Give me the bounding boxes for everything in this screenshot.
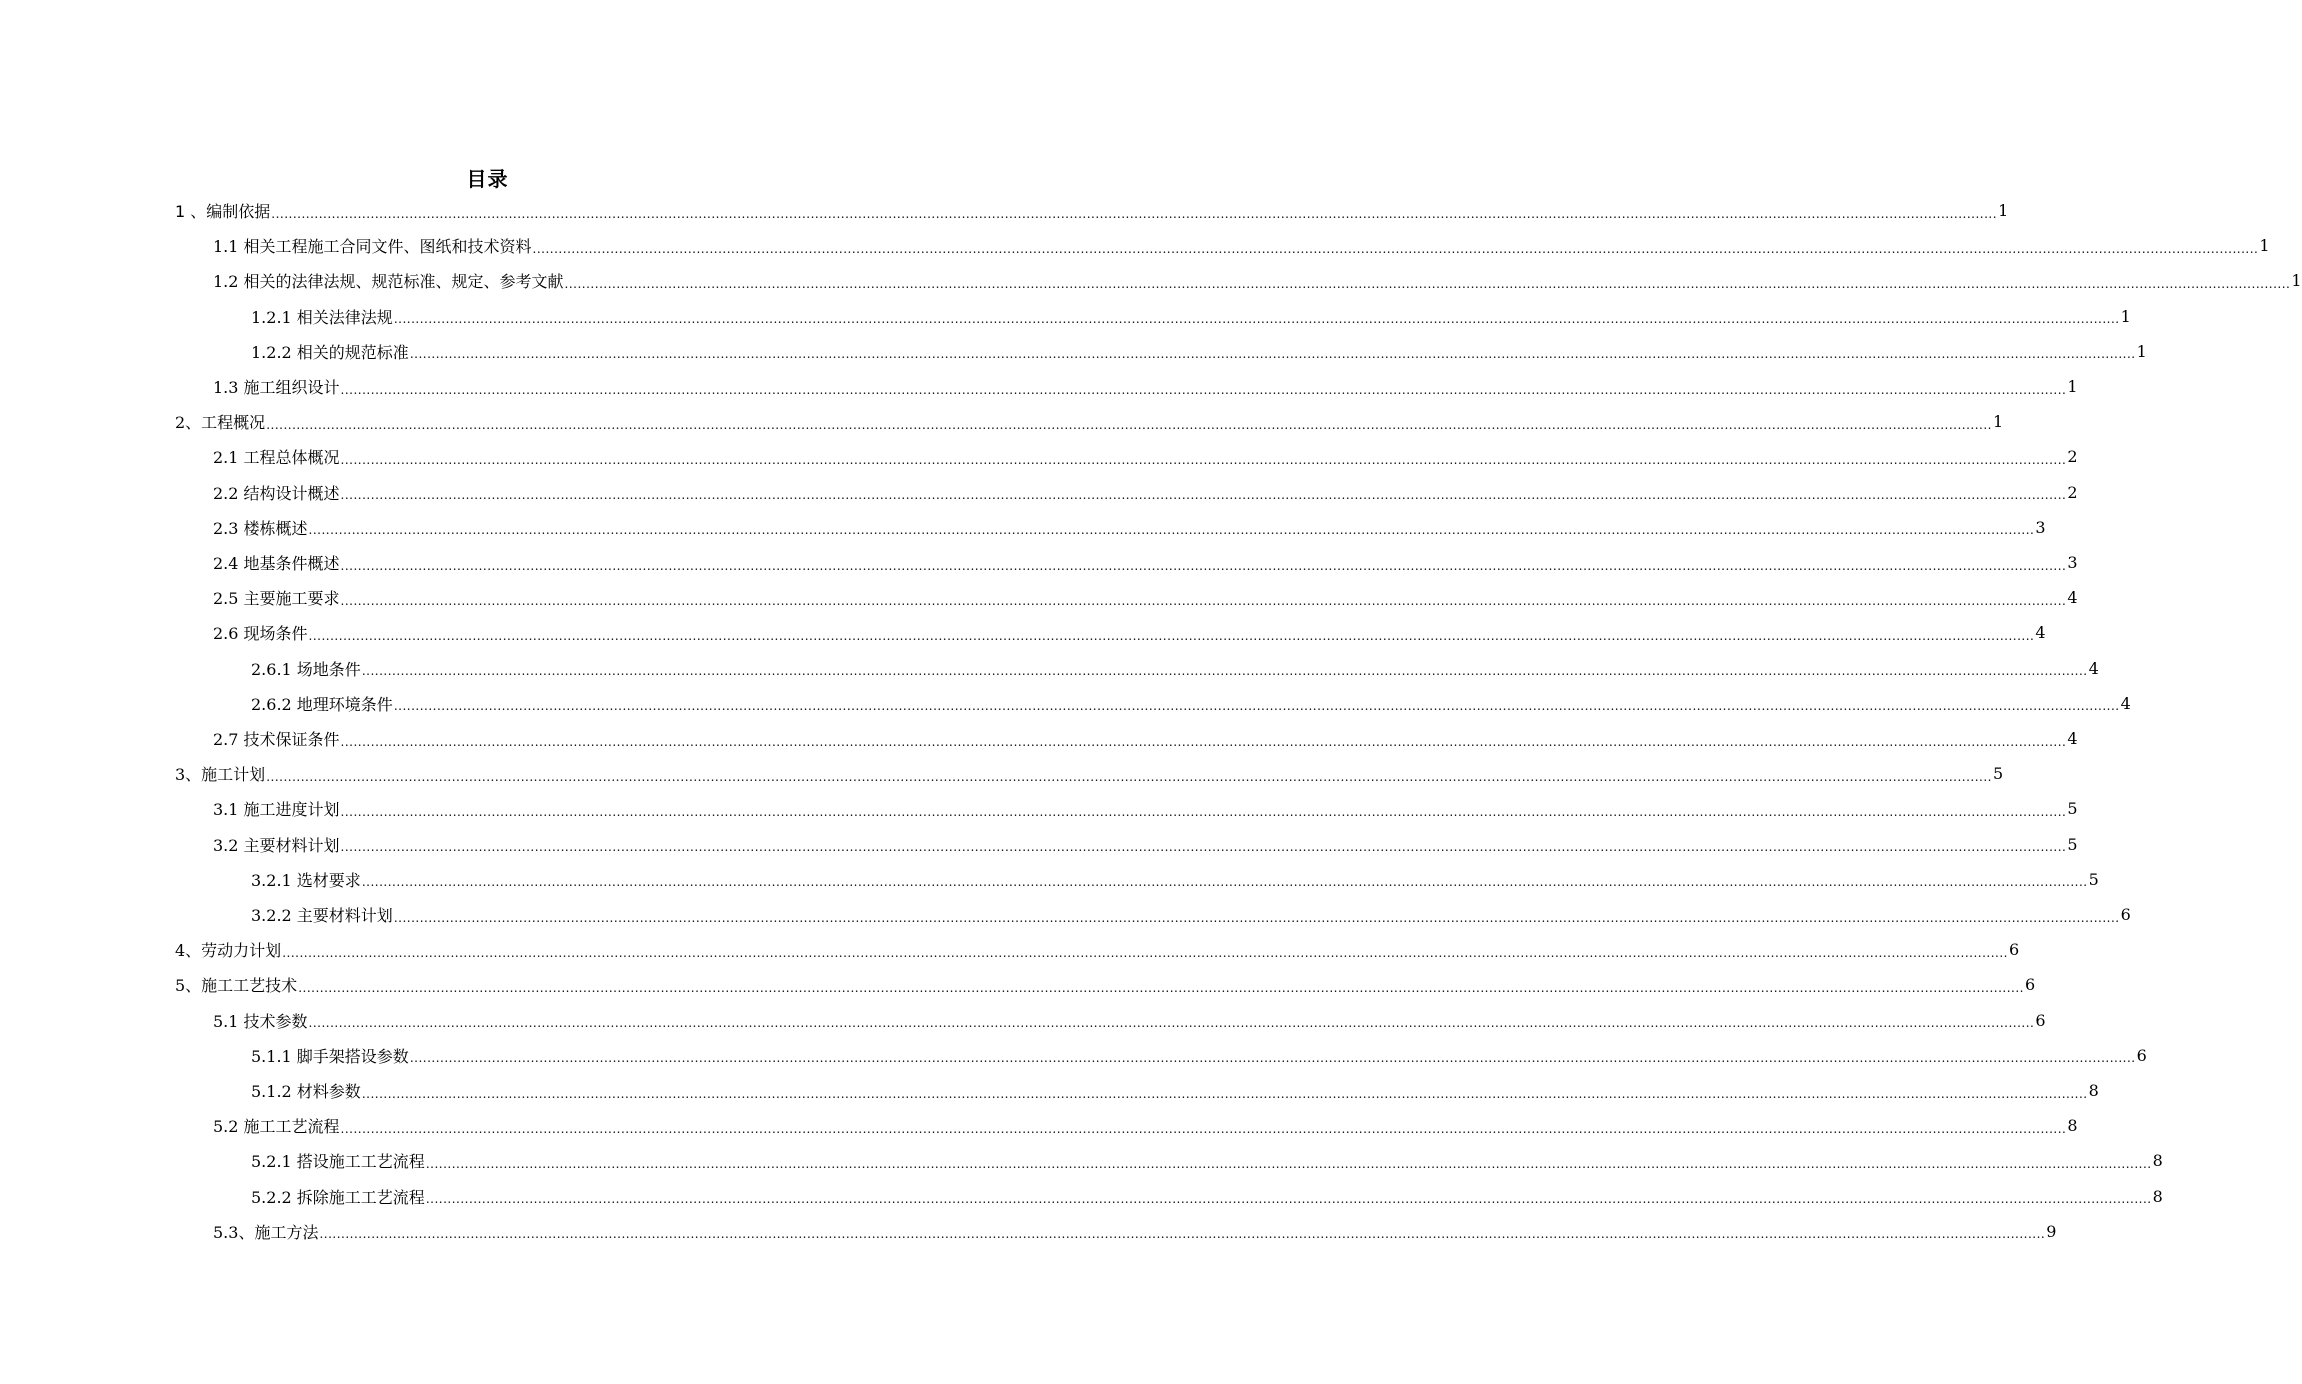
toc-entry[interactable] <box>213 439 2078 474</box>
toc-entry[interactable] <box>251 299 2131 334</box>
toc-dot-leader: ................................................................................................................................................................................................................................................................................................................................................................................................................ <box>425 1192 2152 1207</box>
toc-entry[interactable] <box>213 1108 2078 1143</box>
toc-entry[interactable] <box>175 193 2009 228</box>
toc-dot-leader: ................................................................................................................................................................................................................................................................................................................................................................................................................ <box>282 945 2008 960</box>
toc-entry-text: 3.2.2 主要材料计划 <box>251 906 393 925</box>
toc-entry[interactable] <box>175 404 2004 439</box>
toc-title: 目录 <box>466 167 509 191</box>
toc-entry-text: 5.3、施工方法 <box>213 1222 319 1242</box>
toc-entry-text: 5、施工工艺技术 <box>175 976 298 996</box>
toc-entry-text: 5.1 技术参数 <box>213 1011 308 1031</box>
toc-dot-leader: ................................................................................................................................................................................................................................................................................................................................................................................................................ <box>308 523 2035 538</box>
toc-page-number: 6 <box>2008 940 2020 960</box>
toc-entry-text: 1 、编制依据 <box>175 202 271 221</box>
toc-dot-leader: ................................................................................................................................................................................................................................................................................................................................................................................................................ <box>361 1086 2088 1101</box>
toc-dot-leader: ................................................................................................................................................................................................................................................................................................................................................................................................................ <box>393 699 2120 714</box>
toc-page-number: 8 <box>2088 1081 2099 1100</box>
toc-entry-text: 2.4 地基条件概述 <box>213 554 340 573</box>
toc-entry[interactable] <box>175 967 2036 1002</box>
toc-page-number: 4 <box>2067 588 2078 608</box>
toc-page-number: 5 <box>1992 764 2004 784</box>
toc-dot-leader: ................................................................................................................................................................................................................................................................................................................................................................................................................ <box>340 593 2067 608</box>
toc-entry[interactable] <box>213 1214 2057 1249</box>
toc-page-number: 6 <box>2035 1010 2046 1030</box>
toc-dot-leader: ................................................................................................................................................................................................................................................................................................................................................................................................................ <box>319 1227 2046 1242</box>
toc-page-number: 4 <box>2035 623 2046 643</box>
toc-dot-leader: ................................................................................................................................................................................................................................................................................................................................................................................................................ <box>361 664 2088 679</box>
toc-entry[interactable] <box>213 827 2078 862</box>
toc-entry-text: 2.6.1 场地条件 <box>251 659 361 679</box>
toc-dot-leader: ................................................................................................................................................................................................................................................................................................................................................................................................................ <box>308 628 2035 643</box>
toc-entry-text: 3、施工计划 <box>175 765 266 785</box>
toc-dot-leader: ................................................................................................................................................................................................................................................................................................................................................................................................................ <box>266 769 1992 784</box>
toc-dot-leader: ................................................................................................................................................................................................................................................................................................................................................................................................................ <box>340 488 2067 503</box>
toc-entry[interactable] <box>213 475 2078 510</box>
toc-page-number: 4 <box>2067 729 2078 748</box>
toc-entry[interactable] <box>213 228 2270 263</box>
toc-page-number: 8 <box>2152 1151 2163 1171</box>
toc-dot-leader: ................................................................................................................................................................................................................................................................................................................................................................................................................ <box>564 276 2291 291</box>
toc-entry[interactable] <box>251 686 2131 721</box>
toc-dot-leader: ................................................................................................................................................................................................................................................................................................................................................................................................................ <box>340 804 2067 819</box>
toc-dot-leader: ................................................................................................................................................................................................................................................................................................................................................................................................................ <box>340 1121 2067 1136</box>
toc-entry[interactable] <box>213 721 2078 756</box>
toc-entry[interactable] <box>251 651 2099 686</box>
toc-entry-text: 5.2.1 搭设施工工艺流程 <box>251 1152 425 1172</box>
toc-dot-leader: ................................................................................................................................................................................................................................................................................................................................................................................................................ <box>409 347 2136 362</box>
toc-dot-leader: ................................................................................................................................................................................................................................................................................................................................................................................................................ <box>361 875 2088 890</box>
toc-page-number: 3 <box>2035 517 2046 537</box>
toc-entry-text: 5.1.1 脚手架搭设参数 <box>251 1046 409 1066</box>
toc-dot-leader: ................................................................................................................................................................................................................................................................................................................................................................................................................ <box>532 241 2259 256</box>
toc-dot-leader: ................................................................................................................................................................................................................................................................................................................................................................................................................ <box>340 558 2067 573</box>
toc-entry[interactable] <box>251 897 2131 932</box>
toc-entry-text: 2、工程概况 <box>175 413 266 433</box>
toc-entry-text: 5.2 施工工艺流程 <box>213 1117 340 1137</box>
toc-entry-text: 3.1 施工进度计划 <box>213 800 340 820</box>
toc-page-number: 1 <box>2136 341 2147 361</box>
toc-entry-text: 2.7 技术保证条件 <box>213 730 340 749</box>
toc-page-number: 1 <box>1998 201 2009 220</box>
toc-dot-leader: ................................................................................................................................................................................................................................................................................................................................................................................................................ <box>393 910 2120 925</box>
toc-entry-text: 1.1 相关工程施工合同文件、图纸和技术资料 <box>213 237 532 257</box>
toc-entry-text: 5.1.2 材料参数 <box>251 1082 361 1101</box>
toc-entry-text: 2.2 结构设计概述 <box>213 483 340 503</box>
toc-entry-text: 2.6.2 地理环境条件 <box>251 694 393 714</box>
toc-page-number: 9 <box>2046 1221 2057 1241</box>
toc-page-number: 4 <box>2120 693 2131 713</box>
toc-entry-text: 5.2.2 拆除施工工艺流程 <box>251 1187 425 1207</box>
toc-page-number: 1 <box>2291 271 2302 291</box>
toc-page-number: 8 <box>2152 1186 2163 1206</box>
toc-dot-leader: ................................................................................................................................................................................................................................................................................................................................................................................................................ <box>266 417 1992 432</box>
toc-entry[interactable] <box>251 1038 2147 1073</box>
toc-page-number: 6 <box>2120 905 2131 924</box>
toc-page-number: 3 <box>2067 553 2078 572</box>
toc-page-number: 5 <box>2088 869 2099 889</box>
toc-entry-text: 3.2 主要材料计划 <box>213 835 340 855</box>
toc-entry[interactable] <box>175 932 2020 967</box>
toc-entry[interactable] <box>175 756 2004 791</box>
toc-page-number: 6 <box>2136 1045 2147 1065</box>
toc-page-number: 2 <box>2067 482 2078 502</box>
toc-dot-leader: ................................................................................................................................................................................................................................................................................................................................................................................................................ <box>271 206 1998 221</box>
toc-entry[interactable] <box>251 862 2099 897</box>
toc-entry[interactable] <box>213 580 2078 615</box>
toc-entry-text: 2.5 主要施工要求 <box>213 589 340 609</box>
toc-entry-text: 3.2.1 选材要求 <box>251 870 361 890</box>
toc-entry[interactable] <box>251 1143 2163 1178</box>
toc-page-number: 2 <box>2067 447 2078 467</box>
toc-entry[interactable] <box>213 791 2078 826</box>
toc-entry[interactable] <box>213 263 2302 298</box>
toc-entry[interactable] <box>213 510 2046 545</box>
toc-entry-text: 1.2.1 相关法律法规 <box>251 307 393 327</box>
toc-dot-leader: ................................................................................................................................................................................................................................................................................................................................................................................................................ <box>340 452 2067 467</box>
toc-entry-text: 1.3 施工组织设计 <box>213 378 340 397</box>
toc-page-number: 6 <box>2024 975 2036 995</box>
toc-page-number: 1 <box>2067 377 2078 396</box>
toc-dot-leader: ................................................................................................................................................................................................................................................................................................................................................................................................................ <box>340 382 2067 397</box>
toc-entry-text: 2.1 工程总体概况 <box>213 448 340 468</box>
toc-entry-text: 1.2 相关的法律法规、规范标准、规定、参考文献 <box>213 272 564 292</box>
toc-page-number: 5 <box>2067 799 2078 819</box>
toc-entry-text: 4、劳动力计划 <box>175 941 282 961</box>
toc-dot-leader: ................................................................................................................................................................................................................................................................................................................................................................................................................ <box>425 1156 2152 1171</box>
toc-entry-text: 2.6 现场条件 <box>213 624 308 644</box>
toc-dot-leader: ................................................................................................................................................................................................................................................................................................................................................................................................................ <box>308 1016 2035 1031</box>
toc-page-number: 1 <box>2120 306 2131 326</box>
toc-entry[interactable] <box>213 615 2046 650</box>
toc-page-number: 1 <box>1992 412 2004 432</box>
toc-dot-leader: ................................................................................................................................................................................................................................................................................................................................................................................................................ <box>393 312 2120 327</box>
toc-page-number: 8 <box>2067 1116 2078 1136</box>
toc-entry[interactable] <box>213 369 2078 404</box>
toc-page-number: 1 <box>2259 236 2270 256</box>
toc-entry-text: 2.3 楼栋概述 <box>213 518 308 538</box>
toc-entry[interactable] <box>213 1003 2046 1038</box>
toc-entry[interactable] <box>251 1073 2099 1108</box>
toc-entry[interactable] <box>251 1179 2163 1214</box>
toc-dot-leader: ................................................................................................................................................................................................................................................................................................................................................................................................................ <box>409 1051 2136 1066</box>
toc-page-number: 5 <box>2067 834 2078 854</box>
toc-entry[interactable] <box>251 334 2147 369</box>
toc-entry-text: 1.2.2 相关的规范标准 <box>251 342 409 362</box>
toc-dot-leader: ................................................................................................................................................................................................................................................................................................................................................................................................................ <box>298 980 2024 995</box>
toc-page-number: 4 <box>2088 658 2099 678</box>
toc-dot-leader: ................................................................................................................................................................................................................................................................................................................................................................................................................ <box>340 840 2067 855</box>
toc-dot-leader: ................................................................................................................................................................................................................................................................................................................................................................................................................ <box>340 734 2067 749</box>
toc-entry[interactable] <box>213 545 2078 580</box>
